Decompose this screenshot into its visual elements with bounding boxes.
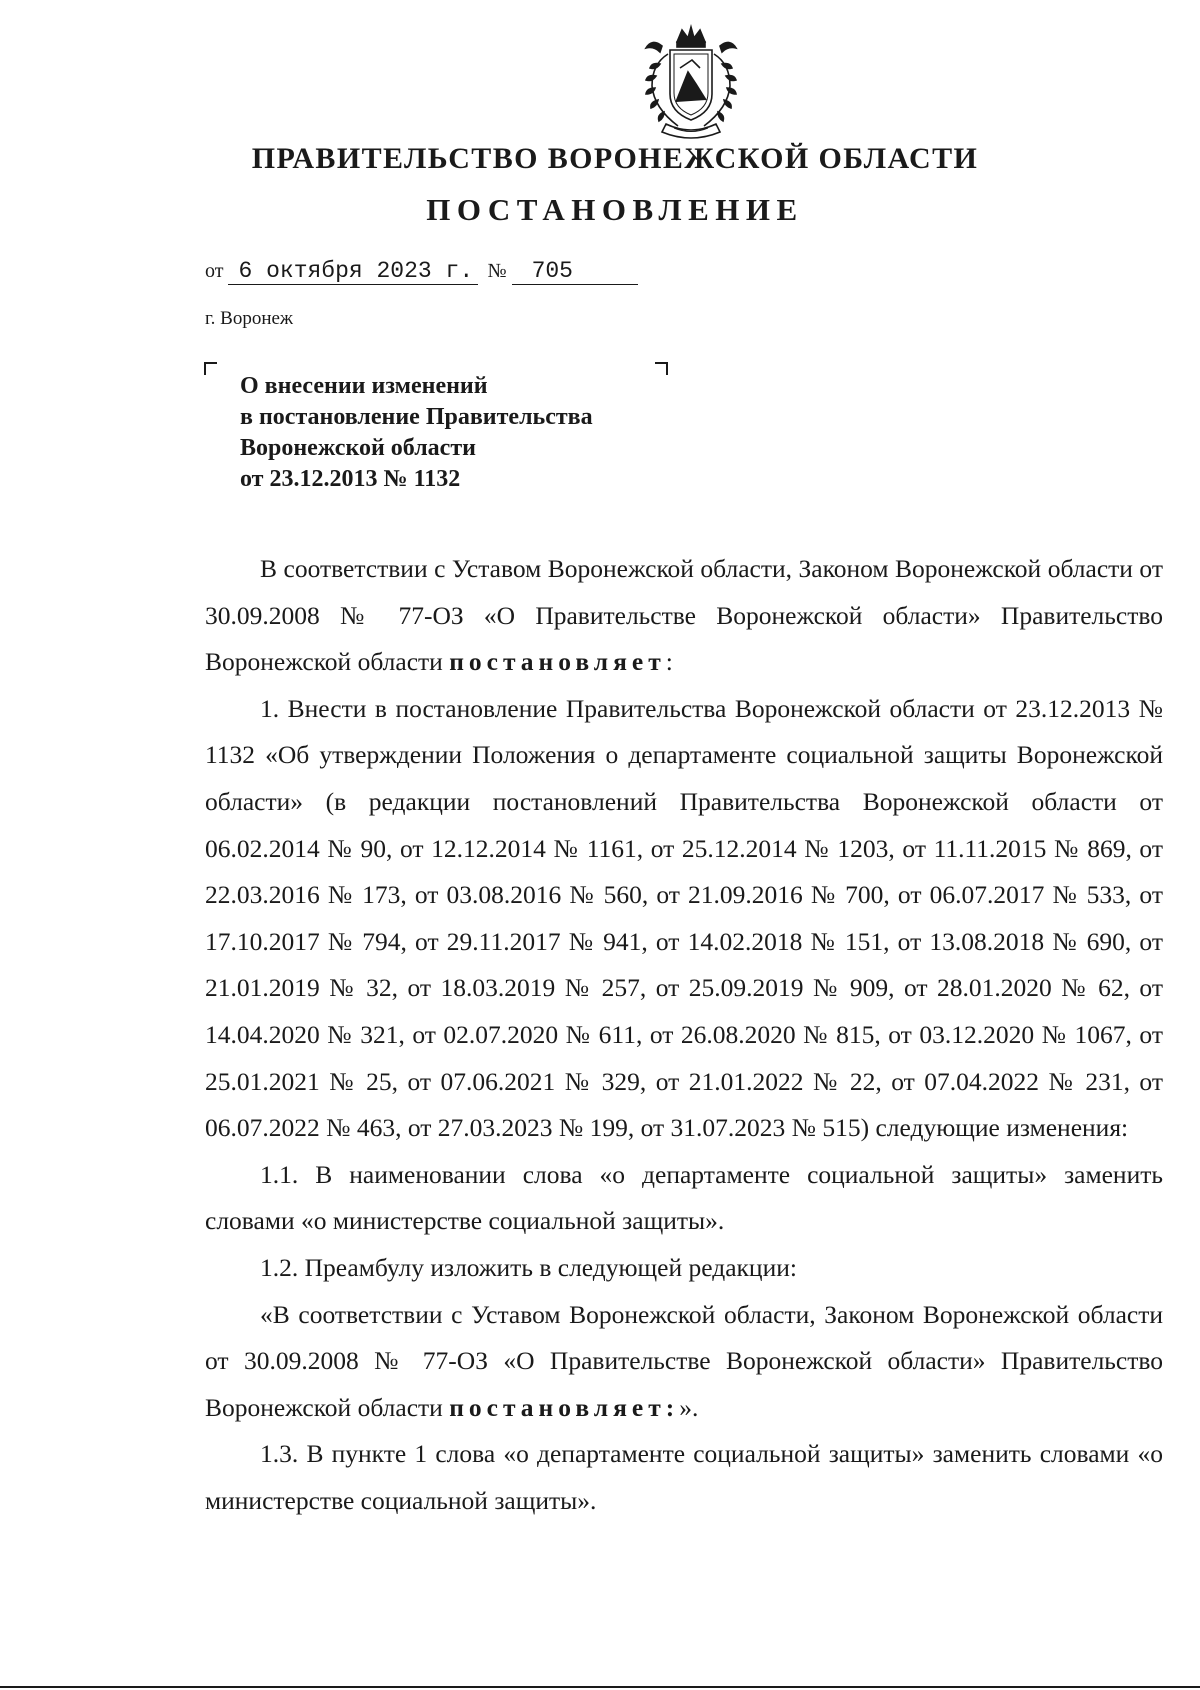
document-date-line: [205, 258, 638, 285]
body-paragraph: 1.3. В пункте 1 слова «о департаменте социальной защиты» заменить словами «о министерстве социальной защиты».: [205, 1439, 1163, 1515]
coat-of-arms-icon: [622, 24, 760, 144]
subject-line: от 23.12.2013 № 1132: [240, 466, 461, 492]
number-prefix: №: [487, 260, 507, 282]
date-value: 6 октября 2023 г.: [238, 258, 474, 284]
preamble-text: В соответствии с Уставом Воронежской области, Законом Воронежской области от 30.09.2008 № 77-ОЗ «О Правительстве Воронежской области» Правительство Воронежской области: [205, 554, 1163, 677]
organization-title: ПРАВИТЕЛЬСТВО ВОРОНЕЖСКОЙ ОБЛАСТИ: [251, 142, 979, 175]
quoted-preamble-end: ».: [679, 1392, 699, 1422]
body-paragraph: 1.1. В наименовании слова «о департаменте социальной защиты» заменить словами «о министерстве социальной защиты».: [205, 1159, 1163, 1236]
body-paragraph: 1. Внести в постановление Правительства Воронежской области от 23.12.2013 № 1132 «Об утверждении Положения о департаменте социальной защиты Воронежской области» (в редакции постановлений Правительства Воронежской области от 06.02.2014 № 90, от 12.12.2014 № 1161, от 25.12.2014 № 1203, от 11.11.2015 № 869, от 22.03.2016 № 173, от 03.08.2016 № 560, от 21.09.2016 № 700, от 06.07.2017 № 533, от 17.10.2017 № 794, от 29.11.2017 № 941, от 14.02.2018 № 151, от 13.08.2018 № 690, от 21.01.2019 № 32, от 18.03.2019 № 257, от 25.09.2019 № 909, от 28.01.2020 № 62, от 14.04.2020 № 321, от 02.07.2020 № 611, от 26.08.2020 № 815, от 03.12.2020 № 1067, от 25.01.2021 № 25, от 07.06.2021 № 329, от 21.01.2022 № 22, от 07.04.2022 № 231, от 06.07.2022 № 463, от 27.03.2023 № 199, от 31.07.2023 № 515) следующие изменения:: [205, 693, 1163, 1143]
subject-line: О внесении изменений: [240, 373, 488, 399]
date-prefix: от: [205, 260, 224, 282]
quoted-preamble-text: «В соответствии с Уставом Воронежской области, Законом Воронежской области от 30.09.2008 № 77-ОЗ «О Правительстве Воронежской области» Правительство Воронежской области: [205, 1299, 1163, 1422]
page-bottom-rule: [0, 1686, 1200, 1688]
date-field: [228, 258, 478, 285]
subject-line: Воронежской области: [240, 435, 476, 461]
subject-corner-right: [655, 362, 668, 375]
body-paragraph: 1.2. Преамбулу изложить в следующей редакции:: [260, 1252, 797, 1282]
city-label: г. Воронеж: [205, 308, 294, 329]
body-paragraph: [205, 546, 1163, 686]
document-body: [205, 546, 1163, 1524]
document-subject: [240, 371, 593, 495]
number-value: 705: [531, 258, 573, 284]
subject-corner-left: [204, 362, 217, 375]
body-paragraph: [205, 1292, 1163, 1432]
quoted-resolves-keyword: постановляет:: [449, 1392, 680, 1422]
document-type-title: ПОСТАНОВЛЕНИЕ: [426, 192, 804, 227]
resolves-keyword: постановляет: [449, 647, 666, 677]
number-field: [512, 258, 638, 285]
preamble-end: :: [665, 647, 673, 677]
subject-line: в постановление Правительства: [240, 404, 593, 430]
